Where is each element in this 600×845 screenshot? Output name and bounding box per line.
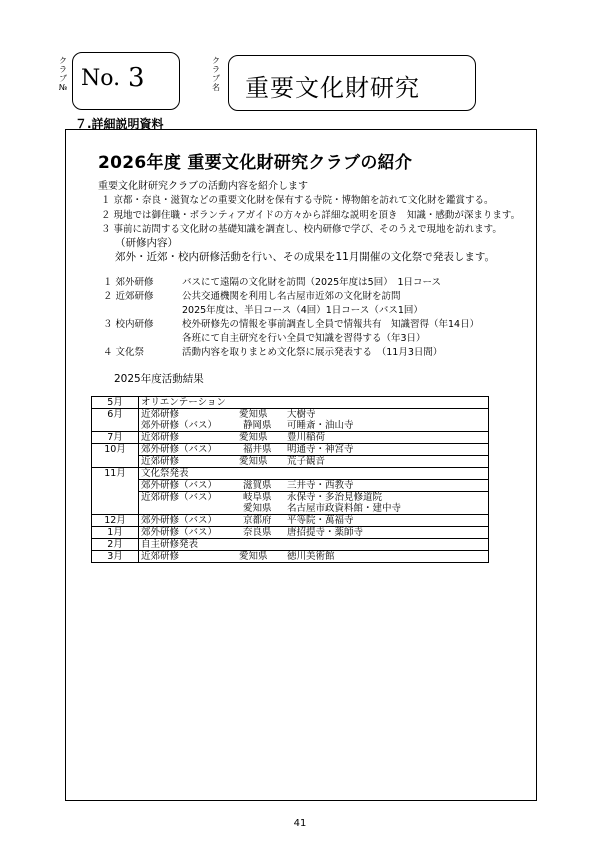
activity-cell bbox=[139, 444, 489, 456]
prefecture: 福井県 bbox=[243, 444, 272, 455]
activity-cell bbox=[139, 409, 489, 421]
place: 平等院・萬福寺 bbox=[287, 515, 354, 526]
club-number-box bbox=[72, 52, 180, 110]
prefecture: 静岡県 bbox=[243, 420, 272, 431]
activity-type: オリエンテーション bbox=[141, 397, 226, 408]
prefecture: 愛知県 bbox=[239, 409, 268, 420]
table-row bbox=[92, 456, 489, 468]
table-row bbox=[92, 480, 489, 492]
activity-type: 郊外研修（バス） bbox=[141, 420, 218, 431]
activity-cell bbox=[139, 539, 489, 551]
label-char: 名 bbox=[212, 83, 220, 92]
activity-text: 公共交通機関を利用し名古屋市近郊の文化財を訪問 bbox=[182, 291, 401, 302]
activity-type: 自主研修発表 bbox=[141, 539, 199, 550]
activity-text: 校外研修先の情報を事前調査し全員で情報共有 知識習得（年14日） bbox=[182, 319, 480, 330]
prefecture: 滋賀県 bbox=[243, 480, 272, 491]
table-row bbox=[92, 515, 489, 527]
activity-label: ２ 近郊研修 bbox=[103, 291, 154, 302]
club-name: 重要文化財研究 bbox=[245, 74, 420, 102]
month-cell: 1月 bbox=[92, 527, 139, 539]
activity-label: １ 郊外研修 bbox=[103, 277, 154, 288]
activity-type: 郊外研修（バス） bbox=[141, 515, 218, 526]
activity-cell bbox=[139, 480, 489, 492]
club-no-value: 3 bbox=[128, 63, 145, 93]
table-row bbox=[92, 420, 489, 432]
intro-lead: 重要文化財研究クラブの活動内容を紹介します bbox=[98, 181, 308, 192]
table-row bbox=[92, 539, 489, 551]
table-row bbox=[92, 432, 489, 444]
place: 明通寺・神宮寺 bbox=[287, 444, 354, 455]
activity-cell bbox=[139, 468, 489, 480]
activity-type: 郊外研修（バス） bbox=[141, 444, 218, 455]
table-row bbox=[92, 527, 489, 539]
month-cell: 6月 bbox=[92, 409, 139, 432]
club-no-vertical-label bbox=[58, 56, 68, 92]
activity-text: 2025年度は、半日コース（4回）1日コース（バス1回） bbox=[182, 305, 423, 316]
activity-cell bbox=[139, 456, 489, 468]
place: 可睡斎・油山寺 bbox=[287, 420, 354, 431]
place: 名古屋市政資料館・建中寺 bbox=[287, 503, 402, 514]
activity-type: 近郊研修 bbox=[141, 432, 180, 443]
activity-cell bbox=[139, 492, 489, 504]
place: 荒子観音 bbox=[287, 456, 326, 467]
prefecture: 奈良県 bbox=[243, 527, 272, 538]
prefecture: 岐阜県 bbox=[243, 492, 272, 503]
intro-item: ３ 事前に訪問する文化財の基礎知識を調査し、校内研修で学び、そのうえで現地を訪れます。 bbox=[101, 224, 502, 235]
table-row bbox=[92, 492, 489, 504]
activity-type: 近郊研修 bbox=[141, 551, 180, 562]
prefecture: 愛知県 bbox=[239, 551, 268, 562]
activity-type: 郊外研修（バス） bbox=[141, 527, 218, 538]
table-row bbox=[92, 444, 489, 456]
prefecture: 愛知県 bbox=[239, 456, 268, 467]
activity-text: バスにて遠隔の文化財を訪問（2025年度は5回） 1日コース bbox=[182, 277, 442, 288]
label-char: № bbox=[58, 83, 68, 92]
label-char: ラ bbox=[212, 65, 220, 74]
page-number: 41 bbox=[293, 818, 307, 829]
month-cell: 3月 bbox=[92, 551, 139, 563]
label-char: ラ bbox=[59, 65, 67, 74]
activity-type: 近郊研修 bbox=[141, 456, 180, 467]
place: 三井寺・西教寺 bbox=[287, 480, 354, 491]
label-char: ブ bbox=[59, 74, 67, 83]
page-title: 2026年度 重要文化財研究クラブの紹介 bbox=[98, 153, 413, 173]
activity-cell bbox=[139, 527, 489, 539]
results-heading: 2025年度活動結果 bbox=[114, 373, 204, 385]
month-cell: 7月 bbox=[92, 432, 139, 444]
activity-text: 各班にて自主研究を行い全員で知識を習得する（年3日） bbox=[182, 333, 426, 344]
kenshu-heading: （研修内容） bbox=[115, 237, 178, 249]
prefecture: 愛知県 bbox=[239, 432, 268, 443]
month-cell: 12月 bbox=[92, 515, 139, 527]
table-row bbox=[92, 397, 489, 409]
table-row bbox=[92, 551, 489, 563]
month-cell: 2月 bbox=[92, 539, 139, 551]
table-row bbox=[92, 503, 489, 515]
activity-cell bbox=[139, 515, 489, 527]
table-row bbox=[92, 468, 489, 480]
activity-type: 郊外研修（バス） bbox=[141, 480, 218, 491]
activity-cell bbox=[139, 397, 489, 409]
activity-cell bbox=[139, 551, 489, 563]
place: 永保寺・多治見修道院 bbox=[287, 492, 383, 503]
label-char: ク bbox=[59, 56, 67, 65]
activity-type: 文化祭発表 bbox=[141, 468, 189, 479]
month-cell: 11月 bbox=[92, 468, 139, 515]
label-char: ク bbox=[212, 56, 220, 65]
activity-label: ４ 文化祭 bbox=[103, 347, 145, 358]
place: 唐招提寺・薬師寺 bbox=[287, 527, 364, 538]
table-row bbox=[92, 409, 489, 421]
intro-item: ２ 現地では御住職・ボランティアガイドの方々から詳細な説明を頂き 知識・感動が深まります。 bbox=[101, 210, 521, 221]
results-table bbox=[91, 396, 489, 563]
place: 豊川稲荷 bbox=[287, 432, 326, 443]
activity-type: 近郊研修（バス） bbox=[141, 492, 218, 503]
label-char: ブ bbox=[212, 74, 220, 83]
club-name-box bbox=[228, 55, 476, 111]
activity-type: 近郊研修 bbox=[141, 409, 180, 420]
month-cell: 10月 bbox=[92, 444, 139, 468]
club-name-vertical-label bbox=[211, 56, 221, 92]
activity-cell bbox=[139, 420, 489, 432]
activity-cell bbox=[139, 503, 489, 515]
intro-item: １ 京都・奈良・滋賀などの重要文化財を保有する寺院・博物館を訪れて文化財を鑑賞する。 bbox=[101, 195, 494, 206]
club-no-prefix: No. bbox=[81, 66, 121, 91]
activity-text: 活動内容を取りまとめ文化祭に展示発表する （11月3日間） bbox=[182, 347, 443, 358]
section-label: ７.詳細説明資料 bbox=[75, 117, 164, 131]
place: 徳川美術館 bbox=[287, 551, 335, 562]
prefecture: 京都府 bbox=[243, 515, 272, 526]
prefecture: 愛知県 bbox=[243, 503, 272, 514]
activity-label: ３ 校内研修 bbox=[103, 319, 154, 330]
month-cell: 5月 bbox=[92, 397, 139, 409]
activity-cell bbox=[139, 432, 489, 444]
place: 大樹寺 bbox=[287, 409, 316, 420]
kenshu-summary: 郊外・近郊・校内研修活動を行い、その成果を11月開催の文化祭で発表します。 bbox=[115, 251, 496, 263]
